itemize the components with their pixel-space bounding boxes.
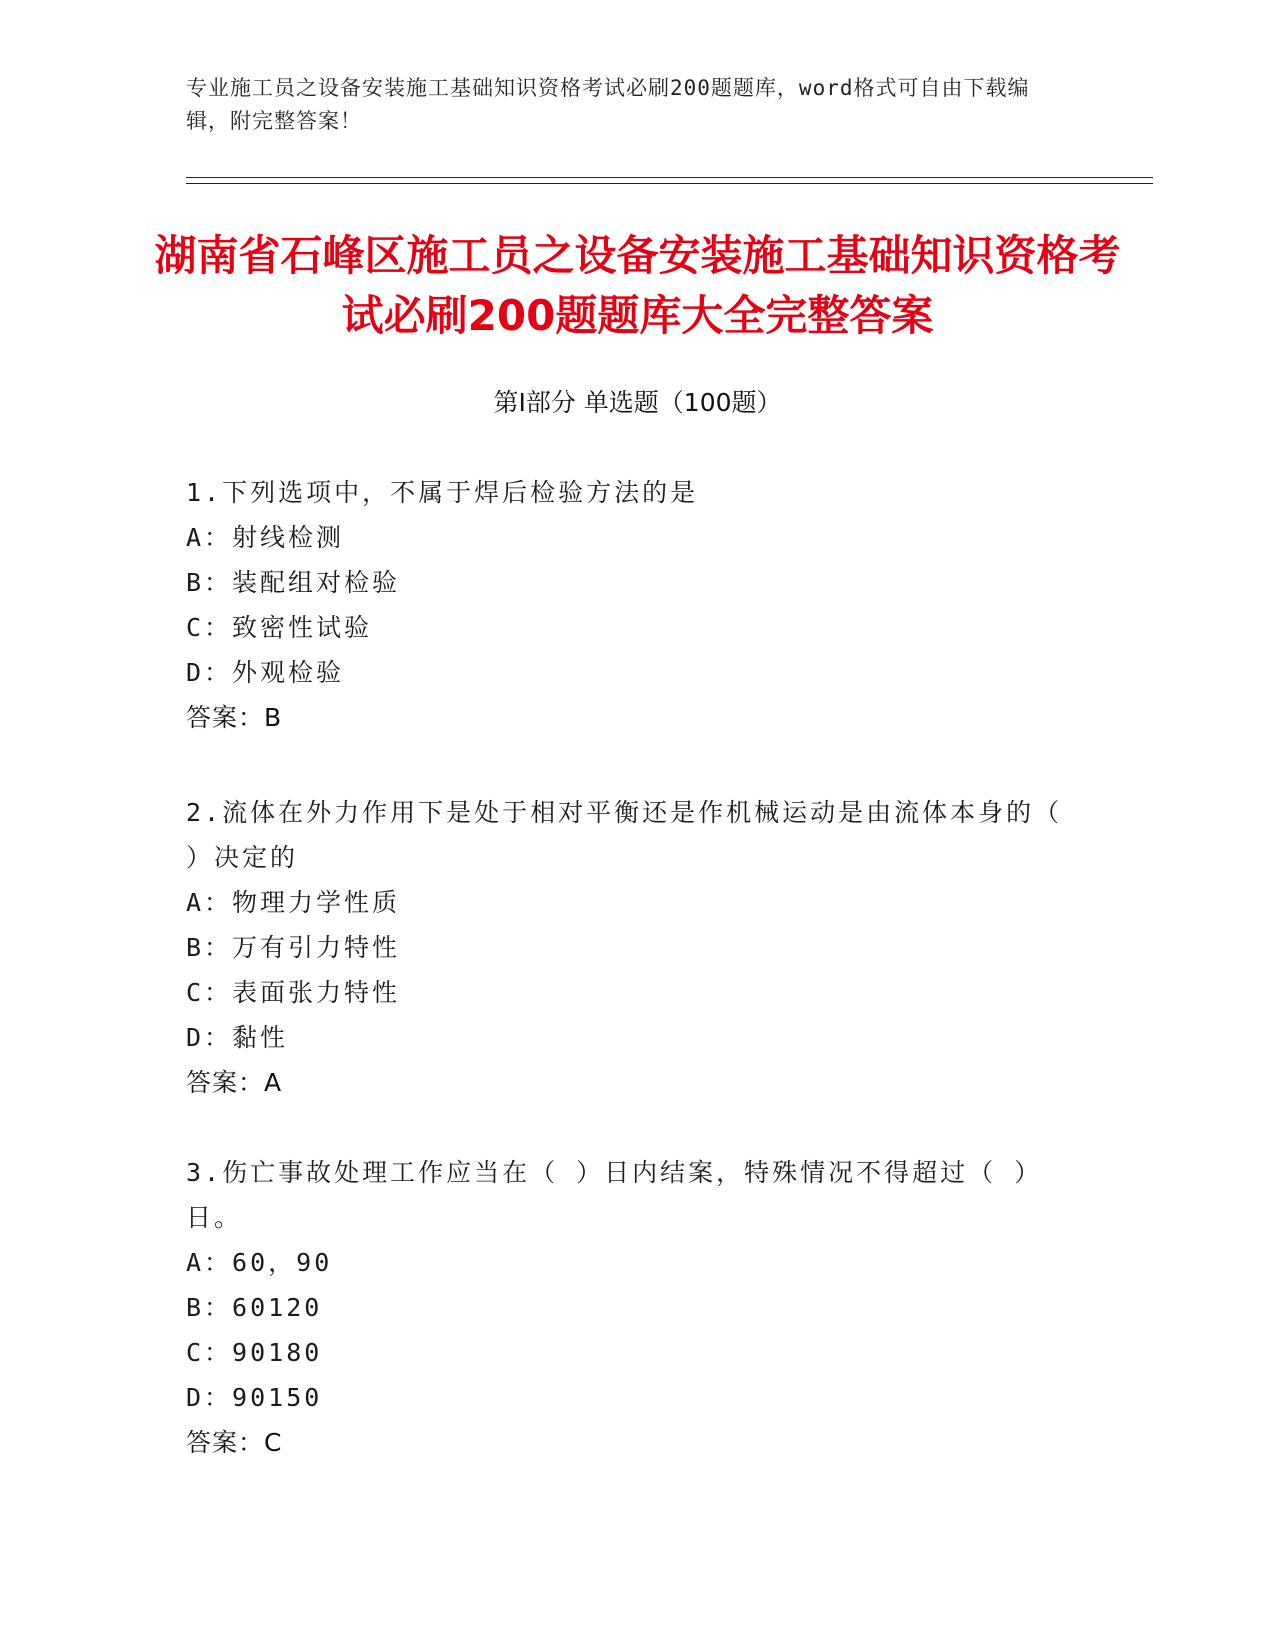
option-b: B：装配组对检验 [186, 568, 401, 597]
option-b: B：60120 [186, 1293, 323, 1322]
option-d: D：外观检验 [186, 658, 345, 687]
option-b: B：万有引力特性 [186, 933, 401, 962]
answer: 答案：B [186, 703, 283, 732]
option-a: A：物理力学性质 [186, 888, 401, 917]
option-a: A：60，90 [186, 1248, 333, 1277]
question-stem: 1.下列选项中，不属于焊后检验方法的是 [186, 478, 699, 507]
question-stem: 3.伤亡事故处理工作应当在（ ）日内结案，特殊情况不得超过（ ）日。 [186, 1158, 1043, 1232]
option-d: D：黏性 [186, 1023, 289, 1052]
section-heading: 第Ⅰ部分 单选题（100题） [493, 388, 782, 417]
header-divider-top [186, 177, 1153, 178]
option-c: C：表面张力特性 [186, 978, 401, 1007]
option-d: D：90150 [186, 1383, 323, 1412]
answer: 答案：C [186, 1428, 283, 1457]
option-c: C：致密性试验 [186, 613, 373, 642]
page-header: 专业施工员之设备安装施工基础知识资格考试必刷200题题库，word格式可自由下载编辑，附完整答案！ [186, 76, 1030, 133]
question-2 [186, 790, 1066, 1105]
answer: 答案：A [186, 1068, 283, 1097]
header-divider-bottom [186, 183, 1153, 184]
option-a: A：射线检测 [186, 523, 345, 552]
question-1 [186, 470, 1066, 740]
option-c: C：90180 [186, 1338, 323, 1367]
question-stem: 2.流体在外力作用下是处于相对平衡还是作机械运动是由流体本身的（ ）决定的 [186, 798, 1063, 872]
document-title: 湖南省石峰区施工员之设备安装施工基础知识资格考试必刷200题题库大全完整答案 [154, 231, 1121, 340]
question-3 [186, 1150, 1066, 1465]
